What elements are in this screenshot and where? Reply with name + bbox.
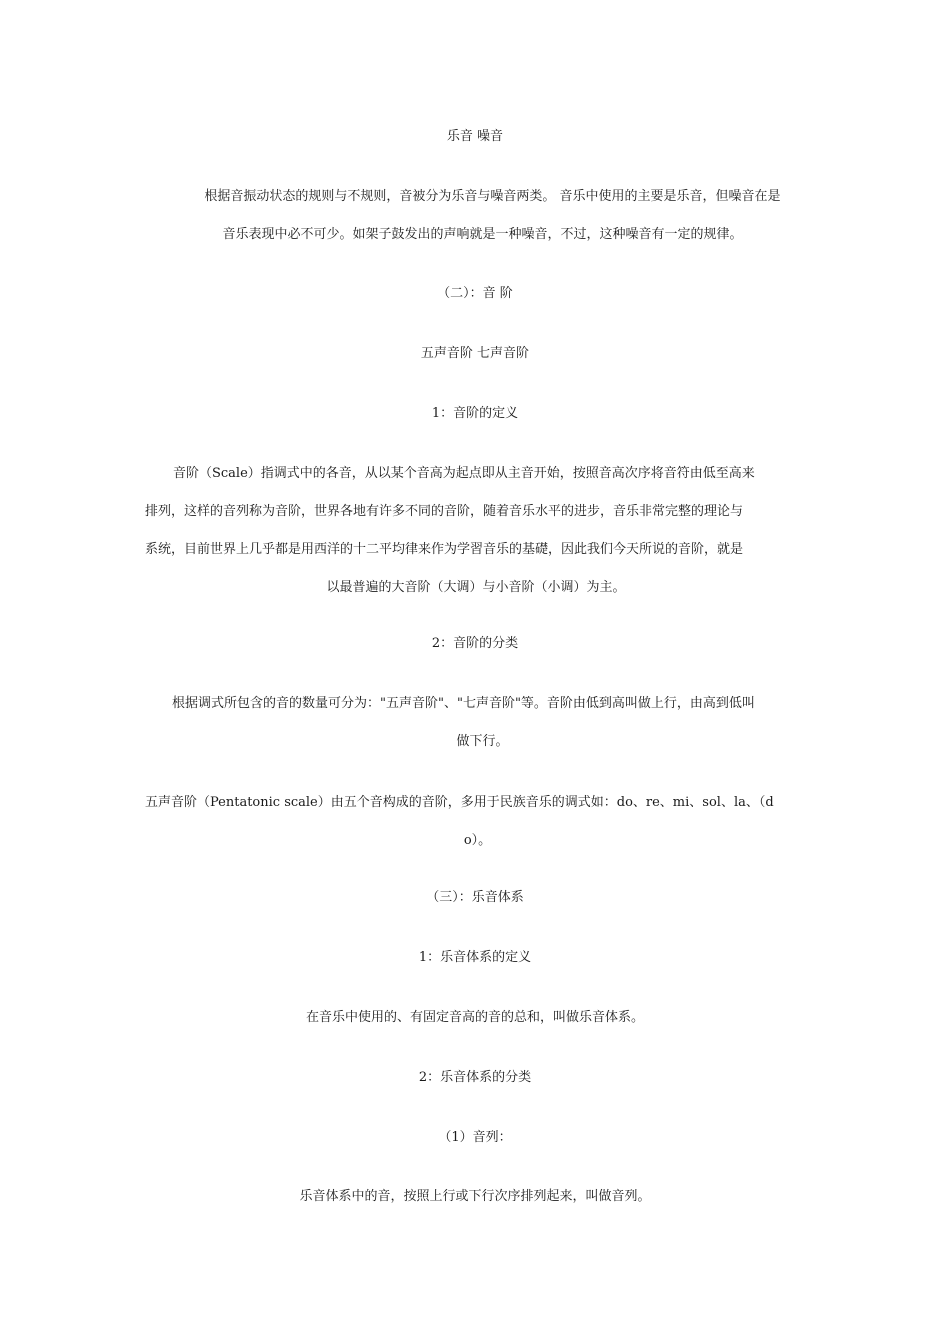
scale-types-heading: 五声音阶 七声音阶 [420, 346, 530, 361]
paragraph-pentatonic [145, 794, 810, 850]
paragraph-noise [150, 188, 815, 244]
tone-series-title: （1）音列： [438, 1130, 512, 1145]
paragraph-scale-classification [150, 695, 815, 751]
music-system-classification-title: 2：乐音体系的分类 [418, 1070, 532, 1085]
paragraph-scale-classification-line1: 根据调式所包含的音的数量可分为："五声音阶"、"七声音阶"等。音阶由低到高叫做上行，由高到低叫 [172, 696, 755, 711]
tone-series-text: 乐音体系中的音，按照上行或下行次序排列起来，叫做音列。 [299, 1189, 651, 1204]
scale-definition-title: 1：音阶的定义 [431, 406, 519, 421]
paragraph-scale-definition-line3: 系统，目前世界上几乎都是用西洋的十二平均律来作为学習音乐的基礎，因此我们今天所说的音阶，就是 [145, 542, 744, 557]
paragraph-pentatonic-line2: o）。 [463, 833, 492, 848]
paragraph-noise-line2: 音乐表现中必不可少。如架子鼓发出的声响就是一种噪音，不过，这种噪音有一定的规律。 [222, 227, 743, 242]
paragraph-scale-definition-line4: 以最普遍的大音阶（大调）与小音阶（小调）为主。 [326, 580, 626, 595]
music-system-definition-text: 在音乐中使用的、有固定音高的音的总和，叫做乐音体系。 [305, 1010, 644, 1025]
paragraph-scale-definition-line2: 排列，这样的音列称为音阶，世界各地有许多不同的音阶，随着音乐水平的进步，音乐非常完整的理论与 [145, 504, 744, 519]
paragraph-scale-definition-line1: 音阶（Scale）指调式中的各音，从以某个音高为起点即从主音开始，按照音高次序将音符由低至高来 [173, 466, 755, 481]
paragraph-pentatonic-line1: 五声音阶（Pentatonic scale）由五个音构成的音阶，多用于民族音乐的调式如：do、re、mi、sol、la、（d [145, 795, 774, 810]
paragraph-noise-line1: 根据音振动状态的规则与不规则，音被分为乐音与噪音两类。 音乐中使用的主要是乐音，但噪音在是 [204, 189, 781, 204]
section-title-music-system: （三）：乐音体系 [426, 890, 524, 905]
paragraph-scale-classification-line2: 做下行。 [456, 734, 509, 749]
music-system-definition-title: 1：乐音体系的定义 [418, 950, 532, 965]
section-title-scale: （二）：音 阶 [437, 286, 513, 301]
scale-classification-title: 2：音阶的分类 [431, 636, 519, 651]
paragraph-scale-definition [145, 465, 807, 597]
heading-music-noise: 乐音 噪音 [446, 129, 504, 144]
